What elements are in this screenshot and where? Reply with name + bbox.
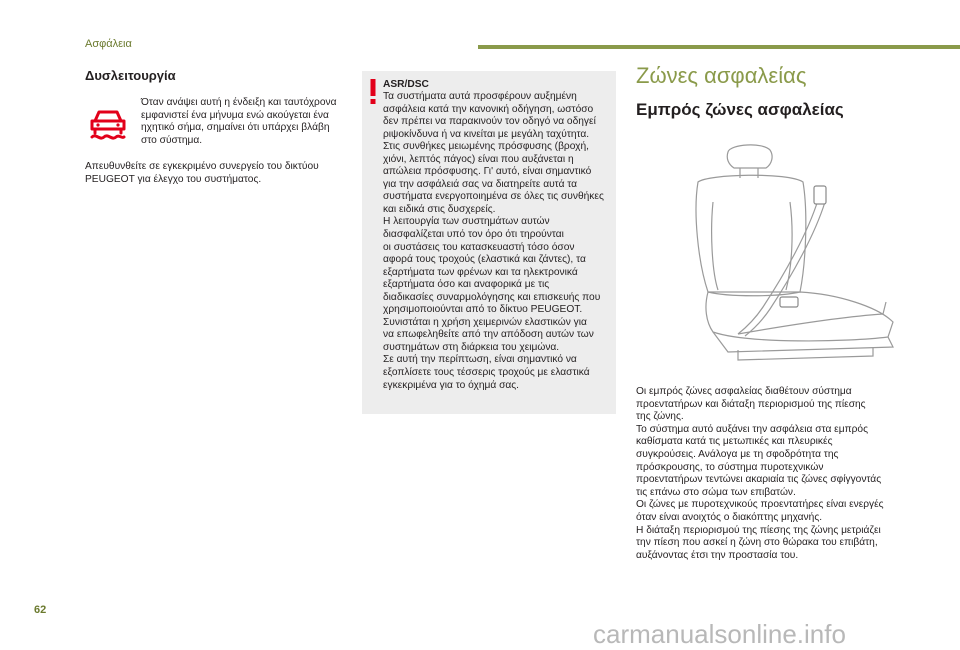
- note-body: Τα συστήματα αυτά προσφέρουν αυξημένη ασφάλεια κατά την κανονική οδήγηση, ωστόσο δεν πρέπει να παρακινούν τον οδηγό να οδηγεί ριψοκίνδυνα ή να κινείται με μεγάλη ταχύτητα. Στις συνθήκες μειωμένης πρόσφυσης (βροχή, χιόνι, λεπτός πάγος) είναι που αυξάνεται η απώλεια πρόσφυσης. Γι' αυτό, είναι σημαντικό για την ασφάλειά σας να διατηρείτε αυτά τα συστήματα ενεργοποιημένα σε όλες τις συνθήκες και ειδικά στις δυσχερείς. Η λειτουργία των συστημάτων αυτών διασφαλίζεται υπό τον όρο ότι τηρούνται οι συστάσεις του κατασκευαστή τόσο όσον αφορά τους τροχούς (ελαστικά και ζάντες), τα εξαρτήματα των φρένων και τα ηλεκτρονικά εξαρτήματα όσο και αναφορικά με τις διαδικασίες συναρμολόγησης και επισκευής που χρησιμοποιούνται από το δίκτυο PEUGEOT. Συνιστάται η χρήση χειμερινών ελαστικών για να επωφεληθείτε από την απόδοση αυτών των συστημάτων στη διάρκεια του χειμώνα. Σε αυτή την περίπτωση, είναι σημαντικό να εξοπλίσετε τους τέσσερις τροχούς με ελαστικά εγκεκριμένα για το όχημά σας.: [383, 91, 604, 391]
- site-watermark: carmanualsonline.info: [593, 619, 846, 649]
- header-rule: [478, 45, 960, 49]
- front-seat-belts-description: Οι εμπρός ζώνες ασφαλείας διαθέτουν σύστημα προεντατήρων και διάταξη περιορισμού της πίεσης της ζώνης. Το σύστημα αυτό αυξάνει την ασφάλεια στα εμπρός καθίσματα κατά τις μετωπικές και πλευρικές συγκρούσεις. Ανάλογα με τη σφοδρότητα της πρόσκρουσης, το σύστημα πυροτεχνικών προεντατήρων τεντώνει ακαριαία τις ζώνες σφίγγοντάς τις επάνω στο σώμα των επιβατών. Οι ζώνες με πυροτεχνικούς προεντατήρες είναι ενεργές όταν είναι ανοιχτός ο διακόπτης μηχανής. Η διάταξη περιορισμού της πίεσης της ζώνης μετριάζει την πίεση που ασκεί η ζώνη στο θώρακα του επιβάτη, αυξάνοντας έτσι την προστασία του.: [636, 386, 884, 561]
- seat-belts-title: Ζώνες ασφαλείας: [636, 63, 807, 88]
- stability-control-warning-icon: [86, 104, 130, 144]
- exclamation-icon: [370, 79, 376, 104]
- malfunction-title: Δυσλειτουργία: [85, 68, 176, 83]
- dealer-advice: Απευθυνθείτε σε εγκεκριμένο συνεργείο του δικτύου PEUGEOT για έλεγχο του συστήματος.: [85, 161, 319, 185]
- front-seat-belts-subtitle: Εμπρός ζώνες ασφαλείας: [636, 100, 844, 119]
- seat-belt-illustration: [668, 142, 908, 364]
- page-number: 62: [34, 604, 47, 616]
- note-title: ASR/DSC: [383, 79, 429, 90]
- section-label: Ασφάλεια: [85, 38, 132, 50]
- indicator-description: Όταν ανάψει αυτή η ένδειξη και ταυτόχρονα εμφανιστεί ένα μήνυμα ενώ ακούγεται ένα ηχητικό σήμα, σημαίνει ότι υπάρχει βλάβη στο σύστημα.: [141, 97, 337, 146]
